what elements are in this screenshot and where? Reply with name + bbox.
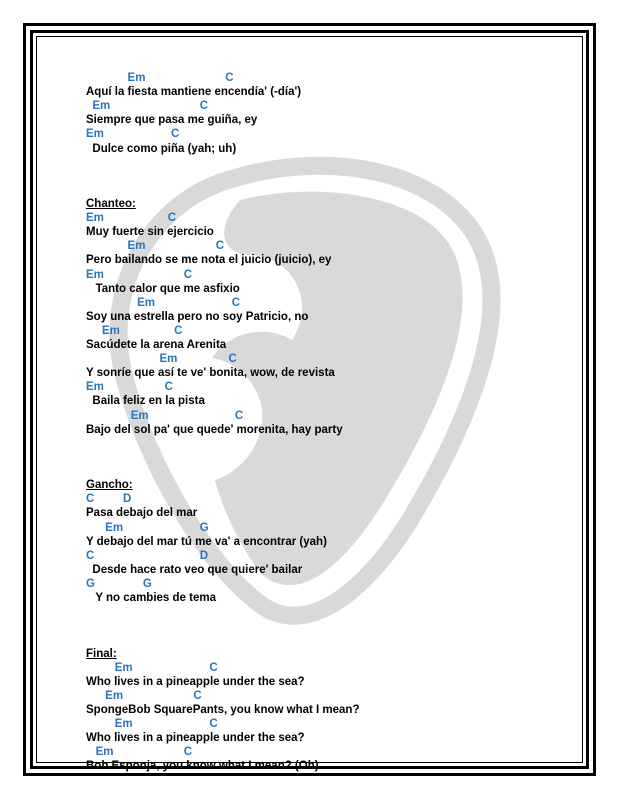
chord-line: Em C [86, 661, 218, 674]
lyric-line: Siempre que pasa me guiña, ey [86, 114, 258, 127]
lyric-line: Pero bailando se me nota el juicio (juicio), ey [86, 254, 332, 267]
chord-line: C D [86, 549, 209, 562]
section-heading: Final: [86, 647, 117, 660]
lyric-line: Dulce como piña (yah; uh) [86, 142, 237, 155]
chord-line: C D [86, 493, 132, 506]
chord-line: Em C [86, 718, 218, 731]
chord-line: Em C [86, 353, 237, 366]
lyric-line: Tanto calor que me asfixio [86, 282, 240, 295]
lyric-line: Sacúdete la arena Arenita [86, 339, 227, 352]
chord-line: Em C [86, 296, 241, 309]
chord-line: Em C [86, 128, 180, 141]
lyric-line: Who lives in a pineapple under the sea? [86, 732, 305, 745]
chord-line: Em C [86, 240, 225, 253]
lyric-line: Y debajo del mar tú me va' a encontrar (yah) [86, 535, 327, 548]
section-heading: Gancho: [86, 479, 133, 492]
lyric-line: SpongeBob SquarePants, you know what I mean? [86, 703, 360, 716]
chord-line: Em C [86, 746, 193, 759]
lyric-line: Soy una estrella pero no soy Patricio, no [86, 310, 309, 323]
chord-line: Em C [86, 324, 183, 337]
section-heading: Chanteo: [86, 198, 136, 211]
chord-line: Em C [86, 212, 177, 225]
lyric-line: Pasa debajo del mar [86, 507, 198, 520]
lyric-line: Bob Esponja, you know what I mean? (Oh) [86, 760, 319, 773]
lyric-line: Muy fuerte sin ejercicio [86, 226, 214, 239]
chord-line: Em C [86, 689, 202, 702]
lyric-line: Aquí la fiesta mantiene encendía' (-día') [86, 86, 302, 99]
lyric-line: Y no cambies de tema [86, 592, 216, 604]
chord-line: Em G [86, 521, 209, 534]
lyric-line: Desde hace rato veo que quiere' bailar [86, 563, 303, 576]
lyric-line: Y sonríe que así te ve' bonita, wow, de revista [86, 367, 335, 380]
chord-line: Em C [86, 100, 209, 113]
lyric-line: Who lives in a pineapple under the sea? [86, 675, 305, 688]
lyric-line: Baila feliz en la pista [86, 395, 205, 408]
chord-line: G G [86, 577, 152, 590]
chord-line: Em C [86, 381, 173, 394]
chord-line: Em C [86, 72, 234, 84]
chord-line: Em C [86, 268, 193, 281]
lyric-line: Bajo del sol pa' que quede' morenita, hay party [86, 423, 343, 436]
chord-line: Em C [86, 409, 244, 422]
